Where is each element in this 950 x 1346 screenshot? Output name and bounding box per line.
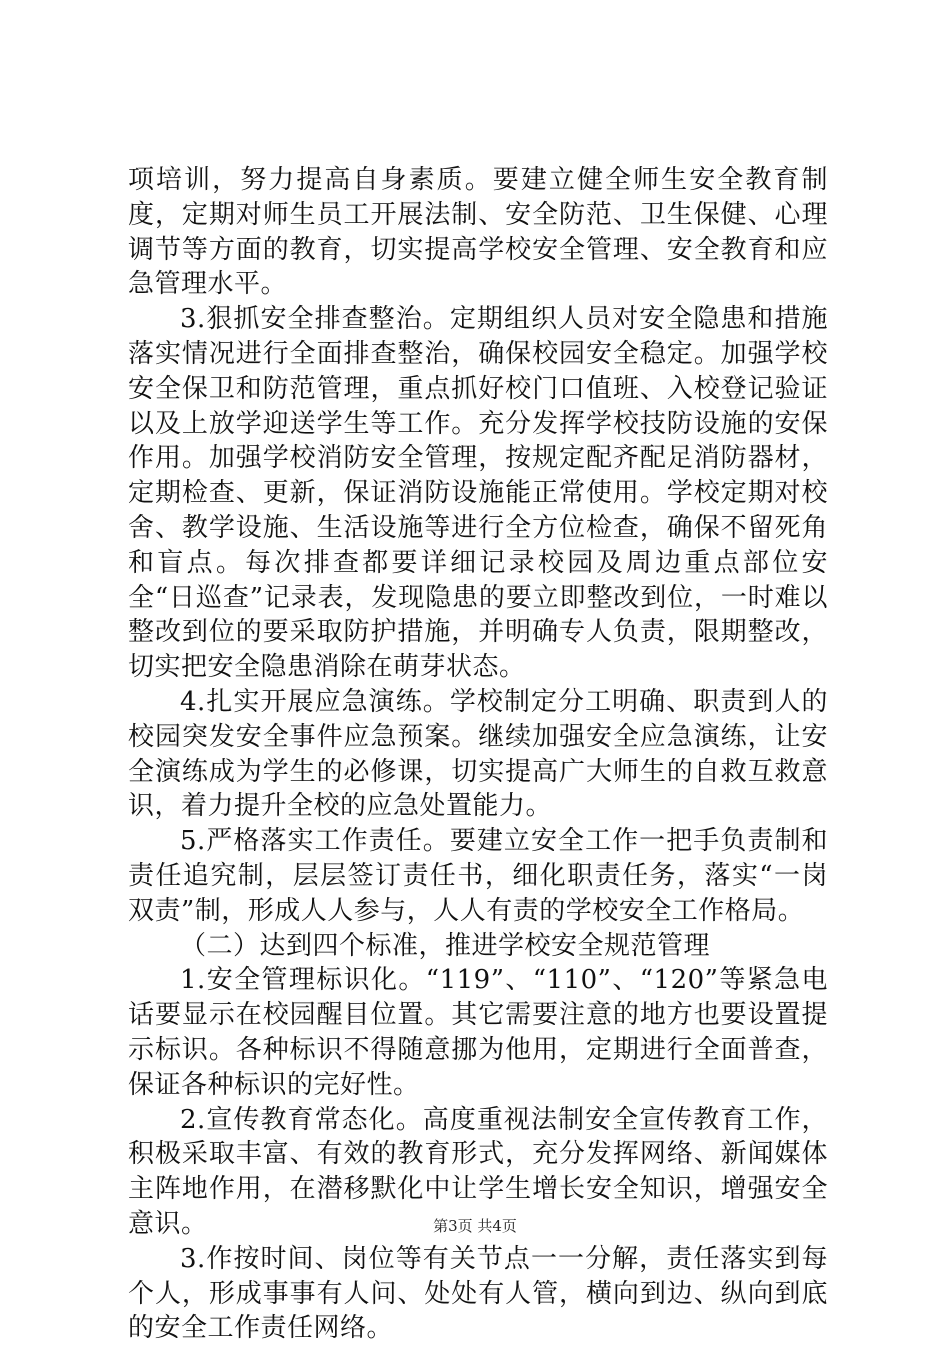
- document-body: [128, 163, 828, 1346]
- section-heading: （二）达到四个标准，推进学校安全规范管理: [180, 930, 711, 961]
- paragraph-continuation: 项培训，努力提高自身素质。要建立健全师生安全教育制度，定期对师生员工开展法制、安全防范、卫生保健、心理调节等方面的教育，切实提高学校安全管理、安全教育和应急管理水平。: [128, 165, 828, 300]
- paragraph-item-5: 5.严格落实工作责任。要建立安全工作一把手负责制和责任追究制，层层签订责任书，细化职责任务，落实“一岗双责”制，形成人人参与，人人有责的学校安全工作格局。: [128, 826, 828, 926]
- paragraph-item-4: 4.扎实开展应急演练。学校制定分工明确、职责到人的校园突发安全事件应急预案。继续加强安全应急演练，让安全演练成为学生的必修课，切实提高广大师生的自救互救意识，着力提升全校的应急处置能力。: [128, 686, 828, 822]
- paragraph-standard-2: 2.宣传教育常态化。高度重视法制安全宣传教育工作，积极采取丰富、有效的教育形式，充分发挥网络、新闻媒体主阵地作用，在潜移默化中让学生增长安全知识，增强安全意识。: [128, 1104, 828, 1239]
- paragraph-standard-1: 1.安全管理标识化。“119”、“110”、“120”等紧急电话要显示在校园醒目位置。其它需要注意的地方也要设置提示标识。各种标识不得随意挪为他用，定期进行全面普查，保证各种标识的完好性。: [128, 965, 828, 1100]
- page-footer: 第3页 共4页: [433, 1217, 517, 1235]
- paragraph-item-3: 3.狠抓安全排查整治。定期组织人员对安全隐患和措施落实情况进行全面排查整治，确保校园安全稳定。加强学校安全保卫和防范管理，重点抓好校门口值班、入校登记验证以及上放学迎送学生等工作。充分发挥学校技防设施的安保作用。加强学校消防安全管理，按规定配齐配足消防器材，定期检查、更新，保证消防设施能正常使用。学校定期对校舍、教学设施、生活设施等进行全方位检查，确保不留死角和盲点。每次排查都要详细记录校园及周边重点部位安全“日巡查”记录表，发现隐患的要立即整改到位，一时难以整改到位的要采取防护措施，并明确专人负责，限期整改，切实把安全隐患消除在萌芽状态。: [128, 304, 828, 683]
- paragraph-standard-3: 3.作按时间、岗位等有关节点一一分解，责任落实到每个人，形成事事有人问、处处有人管，横向到边、纵向到底的安全工作责任网络。: [128, 1243, 828, 1344]
